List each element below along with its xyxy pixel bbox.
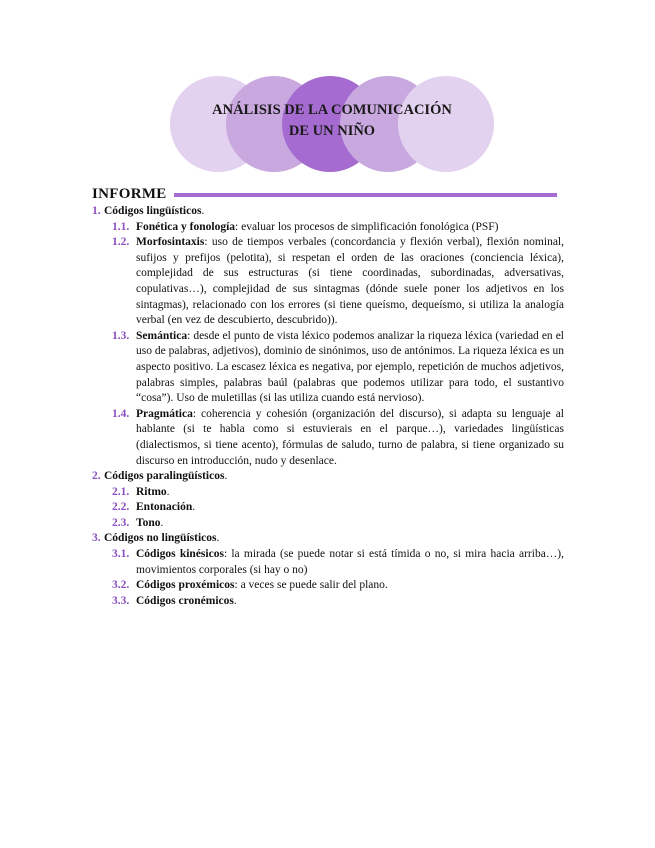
title-line-2: DE UN NIÑO	[288, 123, 376, 139]
list-item	[112, 516, 564, 532]
section-1: 1. Códigos lingüísticos.	[92, 204, 564, 220]
item-term: Ritmo	[136, 485, 167, 498]
section-title: Códigos no lingüísticos	[104, 532, 217, 545]
list-item	[112, 329, 564, 407]
section-title: Códigos lingüísticos	[104, 205, 202, 217]
item-term: Tono	[136, 516, 161, 529]
item-number: 2.2.	[112, 501, 130, 514]
page-title	[170, 100, 494, 142]
section-number: 1.	[92, 205, 101, 217]
item-number: 1.1.	[112, 220, 130, 233]
list-item	[112, 547, 564, 578]
list-item	[112, 220, 564, 236]
list-item	[112, 407, 564, 469]
list-item	[112, 578, 564, 594]
item-term: Pragmática	[136, 407, 193, 420]
item-number: 1.4.	[112, 407, 130, 420]
list-item	[112, 594, 564, 610]
item-description: .	[192, 501, 196, 514]
item-description: : desde el punto de vista léxico podemos analizar la riqueza léxica (variedad en el uso de palabras, adjetivos), dominio de sinónimos, uso de antónimos. La riqueza léxica es un aspecto positivo. La escasez léxica es negativa, por ejemplo, repetición de muchos adjetivos, palabras simples, palabras baúl (palabras que podemos utilizar para todo, el sustantivo “cosa”). Uso de muletillas (si las utiliza cuando está nervioso).	[136, 329, 564, 405]
section-heading: INFORME	[92, 186, 167, 202]
section-title: Códigos paralingüísticos	[104, 470, 225, 483]
item-number: 2.3.	[112, 516, 130, 529]
title-banner	[0, 0, 655, 190]
item-term: Entonación	[136, 501, 193, 514]
list-item	[112, 500, 564, 516]
item-term: Códigos kinésicos	[136, 548, 224, 561]
item-number: 1.2.	[112, 236, 130, 249]
item-term: Semántica	[136, 329, 188, 342]
item-number: 2.1.	[112, 485, 130, 498]
item-term: Códigos proxémicos	[136, 579, 235, 592]
section-number: 3.	[92, 532, 101, 545]
report-content	[92, 204, 564, 609]
heading-underline	[174, 193, 557, 197]
item-term: Fonética y fonología	[136, 220, 236, 233]
item-description: : evaluar los procesos de simplificación fonológica (PSF)	[235, 220, 499, 233]
section-3: 3. Códigos no lingüísticos.	[92, 531, 564, 547]
item-description: : coherencia y cohesión (organización del discurso), si adapta su lenguaje al hablante (si te habla como si estuvierais en el parque…), variedades lingüísticas (dialectismos, si tiene acento), fórmulas de saludo, turno de palabra, si tiene organizado su discurso en introducción, nudo y desenlace.	[136, 407, 564, 467]
title-line-1: ANÁLISIS DE LA COMUNICACIÓN	[212, 102, 452, 118]
section-number: 2.	[92, 470, 101, 483]
item-term: Morfosintaxis	[136, 236, 205, 249]
item-description: .	[160, 516, 164, 529]
item-description: .	[233, 594, 237, 607]
item-description: : a veces se puede salir del plano.	[234, 579, 388, 592]
item-description: : la mirada (se puede notar si está tímida o no, si mira hacia arriba…), movimientos corporales (si hay o no)	[136, 548, 564, 576]
list-item	[112, 235, 564, 329]
section-heading-row	[92, 186, 557, 204]
item-number: 1.3.	[112, 329, 130, 342]
section-2: 2. Códigos paralingüísticos.	[92, 469, 564, 485]
item-term: Códigos cronémicos	[136, 594, 234, 607]
item-description: : uso de tiempos verbales (concordancia y flexión verbal), flexión nominal, sufijos y prefijos (pelotita), si respetan el orden de las oraciones (conciencia léxica), complejidad de sus estructuras (si tiene coordinadas, subordinadas, adversativas, copulativas…), complejidad de sus sintagmas (dónde suele poner los adjetivos en los sintagmas), relacionado con los errores (si tiene queísmo, dequeísmo, si utiliza la analogía verbal (en vez de descubierto, descubrido)).	[136, 236, 564, 327]
item-number: 3.2.	[112, 579, 130, 592]
list-item	[112, 485, 564, 501]
item-number: 3.3.	[112, 594, 130, 607]
item-description: .	[166, 485, 170, 498]
item-number: 3.1.	[112, 548, 130, 561]
